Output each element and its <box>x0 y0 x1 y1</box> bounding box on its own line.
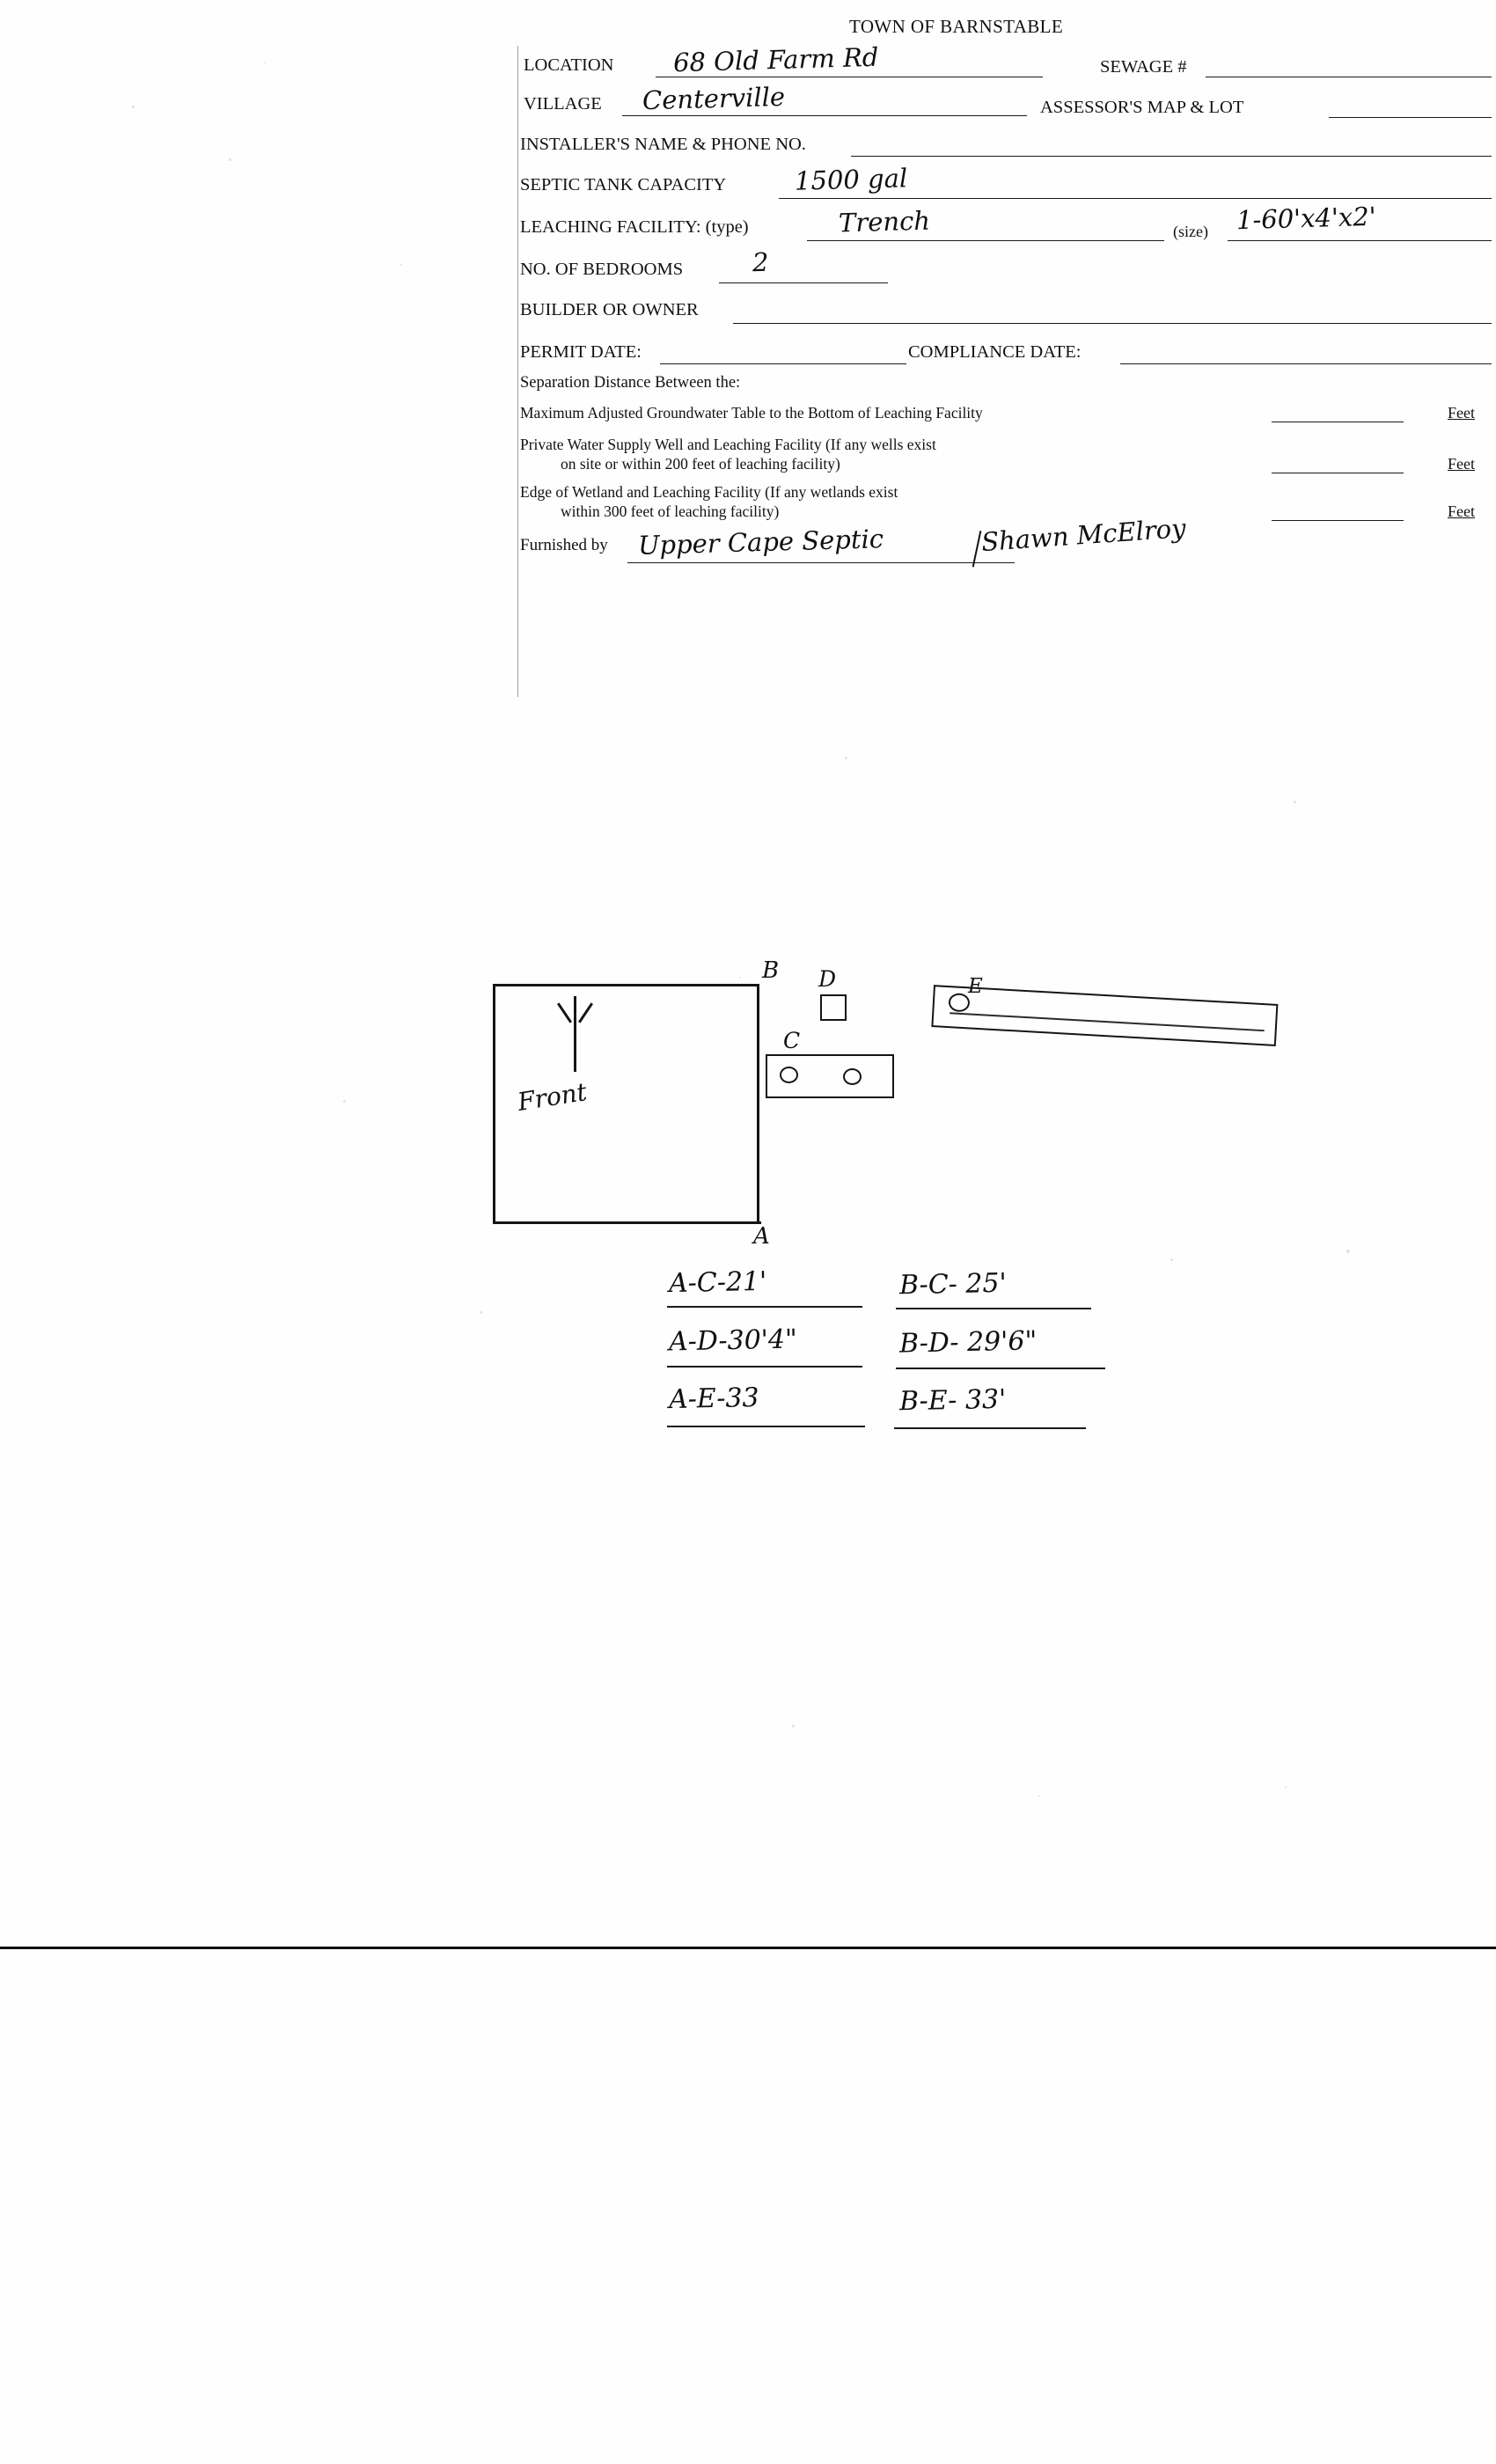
measurement-underline-left <box>667 1306 862 1308</box>
trench-group <box>932 969 1278 1043</box>
separation-heading: Separation Distance Between the: <box>520 374 741 392</box>
bedrooms-line <box>719 282 888 283</box>
scan-speck <box>264 62 266 63</box>
assessor-label: ASSESSOR'S MAP & LOT <box>1040 98 1244 117</box>
size-line <box>1228 240 1492 241</box>
measurement-row <box>669 1376 1267 1431</box>
sketch-label-e: E <box>968 975 983 998</box>
row-village <box>515 82 1492 121</box>
house-left-edge <box>493 984 495 1223</box>
separation-line-3b: within 300 feet of leaching facility) <box>561 502 780 520</box>
size-label: (size) <box>1173 223 1208 240</box>
measurement-underline-left <box>667 1426 865 1427</box>
compliance-date-line <box>1120 363 1492 364</box>
builder-label: BUILDER OR OWNER <box>520 300 699 319</box>
scan-speck <box>480 1311 482 1314</box>
sketch-label-b: B <box>762 957 780 984</box>
village-label: VILLAGE <box>524 94 602 114</box>
measurement-right: B-D- 29'6" <box>898 1325 1038 1360</box>
sketch-label-a: A <box>753 1223 770 1250</box>
builder-line <box>733 323 1492 324</box>
measurement-left: A-C-21' <box>668 1265 767 1300</box>
tank-port-left <box>780 1067 798 1083</box>
leaching-type-line <box>807 240 1164 241</box>
separation-line-3-unit: Feet <box>1448 502 1475 520</box>
septic-capacity-line <box>779 198 1492 199</box>
leaching-type-value: Trench <box>838 205 931 238</box>
separation-line-3-blank <box>1272 520 1404 521</box>
measurement-right: B-E- 33' <box>898 1383 1007 1418</box>
scan-speck <box>343 1100 346 1103</box>
installer-line <box>851 156 1492 157</box>
size-value: 1-60'x4'x2' <box>1236 201 1377 236</box>
front-arrow-shaft <box>574 996 576 1072</box>
permit-date-line <box>660 363 906 364</box>
separation-row-1 <box>515 397 1492 432</box>
front-arrow-head-left <box>557 1002 572 1023</box>
scan-speck <box>400 264 402 266</box>
leaching-label: LEACHING FACILITY: (type) <box>520 217 749 237</box>
dbox-square <box>820 994 847 1021</box>
separation-line-2a: Private Water Supply Well and Leaching Facility (If any wells exist <box>520 436 936 453</box>
scan-speck <box>845 757 847 759</box>
measurement-left: A-E-33 <box>668 1382 759 1416</box>
installer-label: INSTALLER'S NAME & PHONE NO. <box>520 135 806 154</box>
house-right-edge <box>757 984 759 1223</box>
separation-heading-row <box>515 367 1492 397</box>
bedrooms-label: NO. OF BEDROOMS <box>520 260 684 279</box>
village-line <box>622 115 1027 116</box>
row-location <box>515 43 1492 82</box>
measurement-underline-right <box>896 1368 1105 1369</box>
form-title: TOWN OF BARNSTABLE <box>849 16 1064 37</box>
house-top-edge <box>493 984 757 986</box>
row-leaching-facility <box>515 202 1492 244</box>
location-value: 68 Old Farm Rd <box>672 41 879 78</box>
row-permit-compliance <box>515 326 1492 367</box>
sewage-label: SEWAGE # <box>1100 57 1187 77</box>
separation-line-3a: Edge of Wetland and Leaching Facility (If any wetlands exist <box>520 483 898 501</box>
row-installer <box>515 121 1492 161</box>
village-value: Centerville <box>642 81 786 116</box>
signature: Shawn McElroy <box>980 512 1187 558</box>
furnished-row <box>515 512 1492 585</box>
front-arrow-head-right <box>578 1002 593 1023</box>
sketch-label-d: D <box>818 966 837 992</box>
septic-capacity-value: 1500 gal <box>794 163 908 196</box>
septic-capacity-label: SEPTIC TANK CAPACITY <box>520 175 727 194</box>
scan-speck <box>1285 1786 1287 1788</box>
assessor-line <box>1329 117 1492 118</box>
scan-speck <box>792 1725 795 1727</box>
furnished-line <box>627 562 1015 563</box>
tank-port-right <box>843 1068 862 1085</box>
measurement-row <box>669 1267 1267 1322</box>
measurement-left: A-D-30'4" <box>668 1324 798 1358</box>
scan-speck <box>1038 1795 1040 1797</box>
measurement-right: B-C- 25' <box>898 1267 1008 1302</box>
front-label: Front <box>515 1077 590 1117</box>
measurement-underline-right <box>896 1308 1091 1309</box>
separation-line-1-unit: Feet <box>1448 404 1475 422</box>
measurement-underline-left <box>667 1366 862 1368</box>
sketch-label-c: C <box>783 1028 801 1053</box>
scan-speck <box>229 158 231 161</box>
scan-speck <box>132 106 135 108</box>
row-bedrooms <box>515 244 1492 284</box>
row-septic-capacity <box>515 161 1492 202</box>
location-label: LOCATION <box>524 55 614 75</box>
measurement-underline-right <box>894 1427 1086 1429</box>
measurement-table <box>669 1267 1267 1431</box>
scan-speck <box>1294 801 1296 803</box>
row-builder <box>515 284 1492 326</box>
separation-line-2b: on site or within 200 feet of leaching facility) <box>561 455 840 473</box>
permit-date-label: PERMIT DATE: <box>520 342 642 362</box>
house-bottom-edge <box>493 1221 761 1224</box>
separation-row-2 <box>515 432 1492 483</box>
measurement-row <box>669 1322 1267 1376</box>
septic-form <box>515 16 1492 585</box>
compliance-date-label: COMPLIANCE DATE: <box>908 342 1082 362</box>
separation-line-2-unit: Feet <box>1448 455 1475 473</box>
furnished-value: Upper Cape Septic <box>637 524 884 561</box>
bedrooms-value: 2 <box>752 246 769 278</box>
furnished-label: Furnished by <box>520 536 608 554</box>
page-bottom-rule <box>0 1947 1496 1949</box>
separation-line-1: Maximum Adjusted Groundwater Table to the Bottom of Leaching Facility <box>520 404 983 422</box>
